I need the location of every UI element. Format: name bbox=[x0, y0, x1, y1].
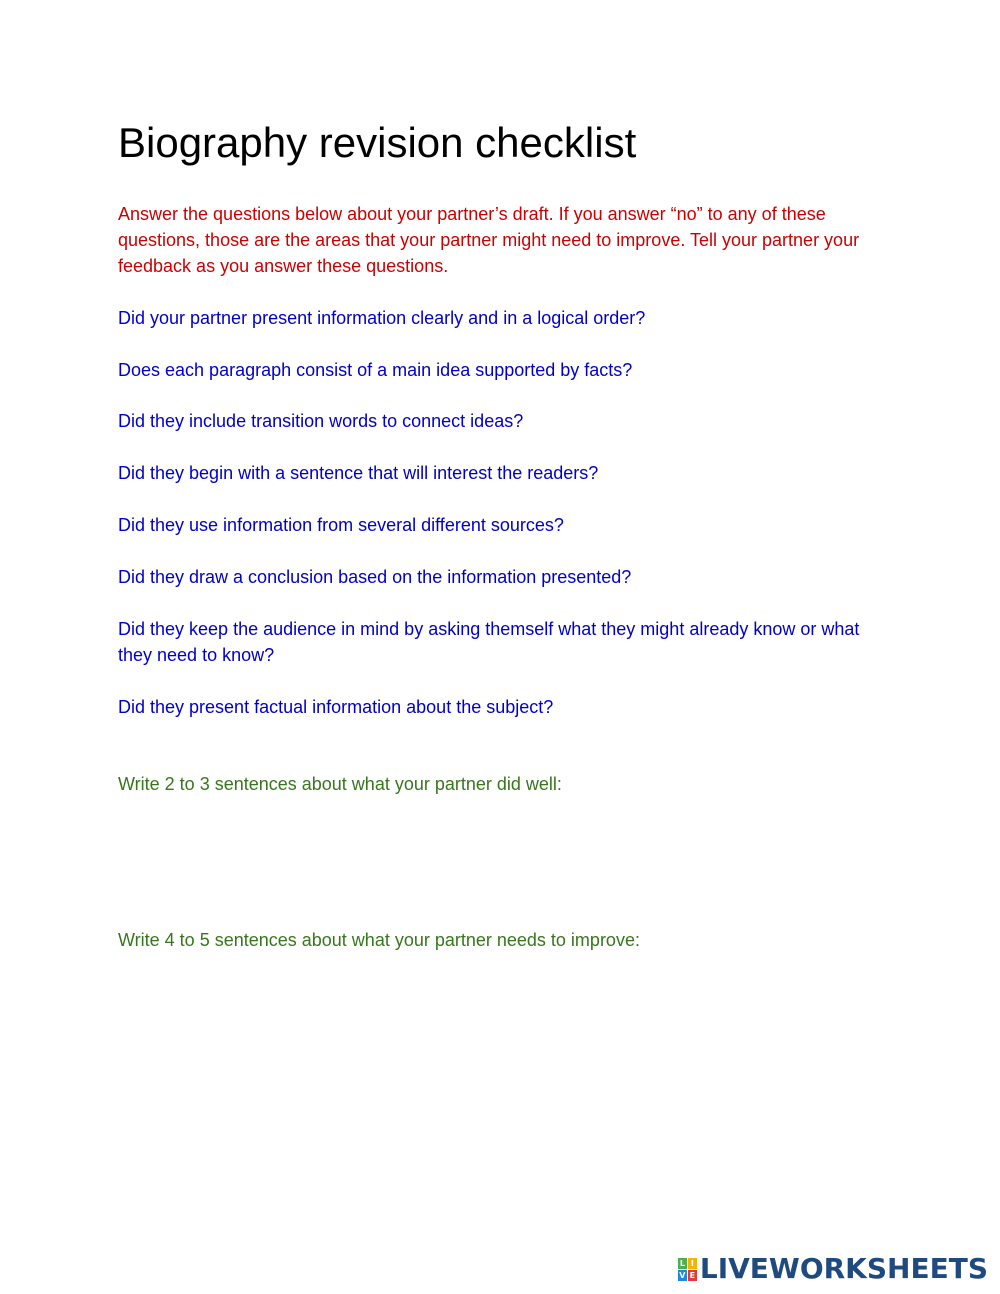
checklist-question-2: Does each paragraph consist of a main idea supported by facts? bbox=[118, 360, 633, 380]
liveworksheets-logo-icon bbox=[678, 1258, 697, 1281]
liveworksheets-logo bbox=[678, 1254, 988, 1284]
checklist-question-7: Did they keep the audience in mind by asking themself what they might already know or what they need to know? bbox=[118, 619, 860, 665]
checklist-question-5: Did they use information from several different sources? bbox=[118, 515, 564, 535]
liveworksheets-logo-text: LIVEWORKSHEETS bbox=[699, 1252, 988, 1285]
logo-mark-letter-i: I bbox=[688, 1258, 697, 1269]
logo-mark-letter-v: V bbox=[679, 1270, 686, 1280]
logo-mark-letter-l: L bbox=[679, 1258, 685, 1268]
checklist-question-4: Did they begin with a sentence that will interest the readers? bbox=[118, 463, 599, 483]
instructions-text: Answer the questions below about your partner’s draft. If you answer “no” to any of these questions, those are the areas that your partner might need to improve. Tell your partner your feedback as you answer these questions. bbox=[118, 204, 860, 276]
did-well-prompt: Write 2 to 3 sentences about what your partner did well: bbox=[118, 774, 562, 794]
checklist-question-3: Did they include transition words to connect ideas? bbox=[118, 411, 524, 431]
checklist-question-8: Did they present factual information about the subject? bbox=[118, 697, 554, 717]
checklist-question-1: Did your partner present information clearly and in a logical order? bbox=[118, 308, 646, 328]
checklist-question-6: Did they draw a conclusion based on the information presented? bbox=[118, 567, 632, 587]
improve-answer-area[interactable] bbox=[118, 962, 888, 1222]
improve-prompt: Write 4 to 5 sentences about what your partner needs to improve: bbox=[118, 930, 640, 950]
logo-mark-letter-e: E bbox=[689, 1270, 696, 1280]
did-well-answer-area[interactable] bbox=[118, 805, 888, 915]
page-title: Biography revision checklist bbox=[118, 119, 637, 166]
